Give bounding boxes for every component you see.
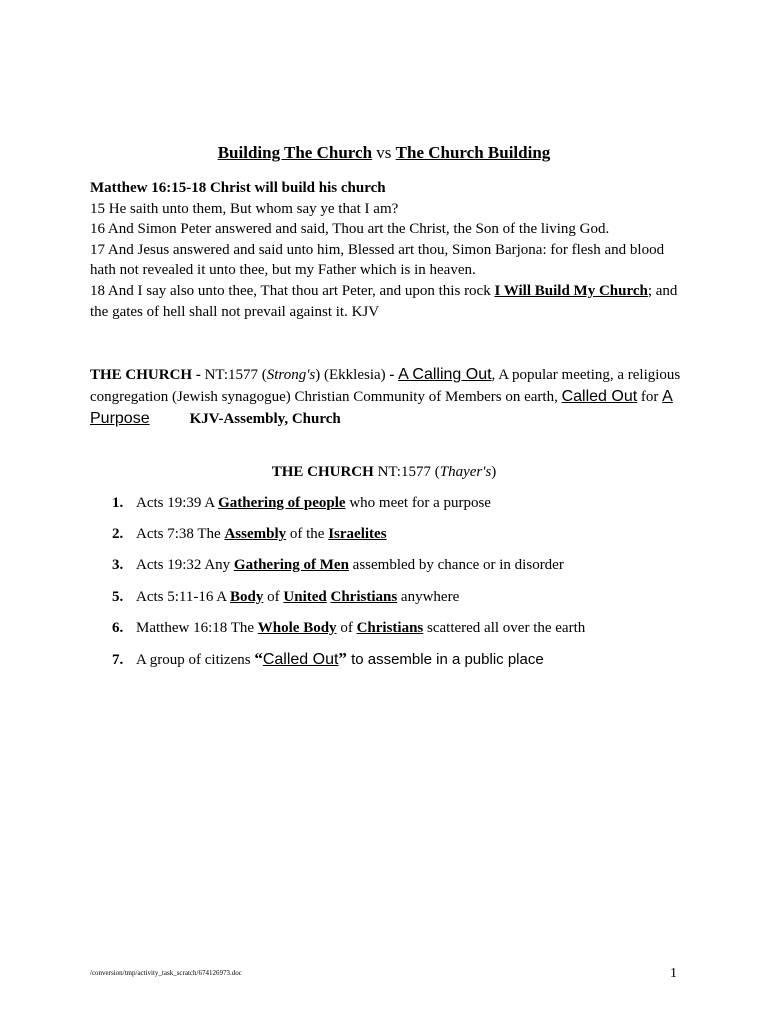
verse-18-post: ; and the gates of hell shall not prevail against it. KJV (90, 282, 678, 320)
list-item (112, 618, 712, 649)
verse-16: 16 And Simon Peter answered and said, Thou art the Christ, the Son of the living God. (90, 221, 610, 238)
list-item (112, 493, 712, 524)
definition-dash: - (389, 367, 399, 383)
list-text: scattered all over the earth (423, 619, 586, 636)
list-text: Acts 19:39 A (136, 495, 219, 511)
verse-17: 17 And Jesus answered and said unto him, Blessed art thou, Simon Barjona: for flesh and blood hath not revealed it unto thee, but my Father which is in heaven. (90, 241, 665, 279)
list-emphasis: Called Out (262, 650, 339, 668)
list-text: of (336, 619, 357, 636)
list-emphasis: Body (230, 588, 264, 605)
list-text: Acts 5:11-16 A (136, 588, 231, 605)
list-emphasis: Christians (330, 588, 398, 605)
list-text: A group of citizens (136, 651, 255, 668)
list-number: 5. (112, 588, 124, 605)
list-text: Matthew 16:18 The (136, 619, 258, 636)
definition-nt-pre: NT:1577 ( (204, 367, 267, 383)
list-item (112, 524, 712, 555)
list-text: anywhere (397, 588, 460, 605)
definition-text: , A popular meeting, a religious congregation (Jewish synagogue) Christian Community of Members on earth, (90, 367, 681, 405)
list-item (112, 587, 712, 618)
title-part2: The Church Building (395, 143, 551, 162)
page-number: 1 (670, 966, 677, 981)
list-text: Acts 19:32 Any (136, 557, 234, 574)
title-part1: Building The Church (217, 143, 373, 162)
list-text: Acts 7:38 The (136, 526, 225, 543)
definition-purpose: A Purpose (90, 388, 673, 427)
thayer-source: Thayer's (439, 464, 492, 480)
definitions-list (112, 493, 712, 680)
list-text: who meet for a purpose (345, 495, 491, 511)
list-item (112, 555, 712, 586)
list-emphasis: United (283, 588, 327, 605)
thayer-nt-pre: NT:1577 ( (373, 464, 440, 480)
list-emphasis: Assembly (224, 526, 287, 543)
verse-15: 15 He saith unto them, But whom say ye that I am? (90, 200, 399, 217)
open-quote: “ (254, 648, 263, 668)
thayer-label: THE CHURCH (271, 464, 374, 480)
definition-calling-out: A Calling Out (398, 366, 492, 383)
thayer-heading (0, 464, 768, 481)
list-text: to assemble in a public place (346, 650, 544, 668)
footer-file-path: /conversion/tmp/activity_task_scratch/674126973.doc (90, 969, 242, 977)
scripture-block (90, 178, 680, 322)
verse-18-emphasis: I Will Build My Church (494, 282, 648, 299)
list-number: 6. (112, 619, 124, 636)
list-number: 1. (112, 495, 124, 511)
list-text: of (263, 588, 284, 605)
church-definition (90, 364, 690, 430)
verse-18 (90, 281, 680, 322)
list-emphasis: Israelites (328, 526, 387, 543)
thayer-nt-post: ) (491, 464, 497, 480)
scripture-heading: Matthew 16:15-18 Christ will build his church (90, 180, 386, 196)
close-quote: ” (338, 648, 347, 668)
definition-for: for (637, 389, 663, 405)
verse-18-pre: 18 And I say also unto thee, That thou art Peter, and upon this rock (90, 282, 495, 299)
list-text: assembled by chance or in disorder (348, 557, 564, 574)
list-number: 3. (112, 557, 124, 574)
list-emphasis: Whole Body (257, 619, 337, 636)
list-text: of the (286, 526, 329, 543)
definition-strongs: Strong's (266, 367, 316, 383)
page-title (0, 143, 768, 163)
definition-nt-post: ) (Ekklesia) (315, 367, 390, 383)
list-number: 7. (112, 651, 124, 668)
list-item (112, 649, 712, 680)
definition-label: THE CHURCH - (90, 367, 205, 383)
list-emphasis: Christians (356, 619, 424, 636)
list-emphasis: Gathering of Men (233, 557, 349, 574)
title-vs: vs (372, 143, 396, 162)
definition-kjv: KJV-Assembly, Church (189, 411, 341, 427)
list-number: 2. (112, 526, 124, 543)
list-emphasis: Gathering of people (218, 495, 346, 511)
definition-called-out: Called Out (561, 388, 638, 405)
